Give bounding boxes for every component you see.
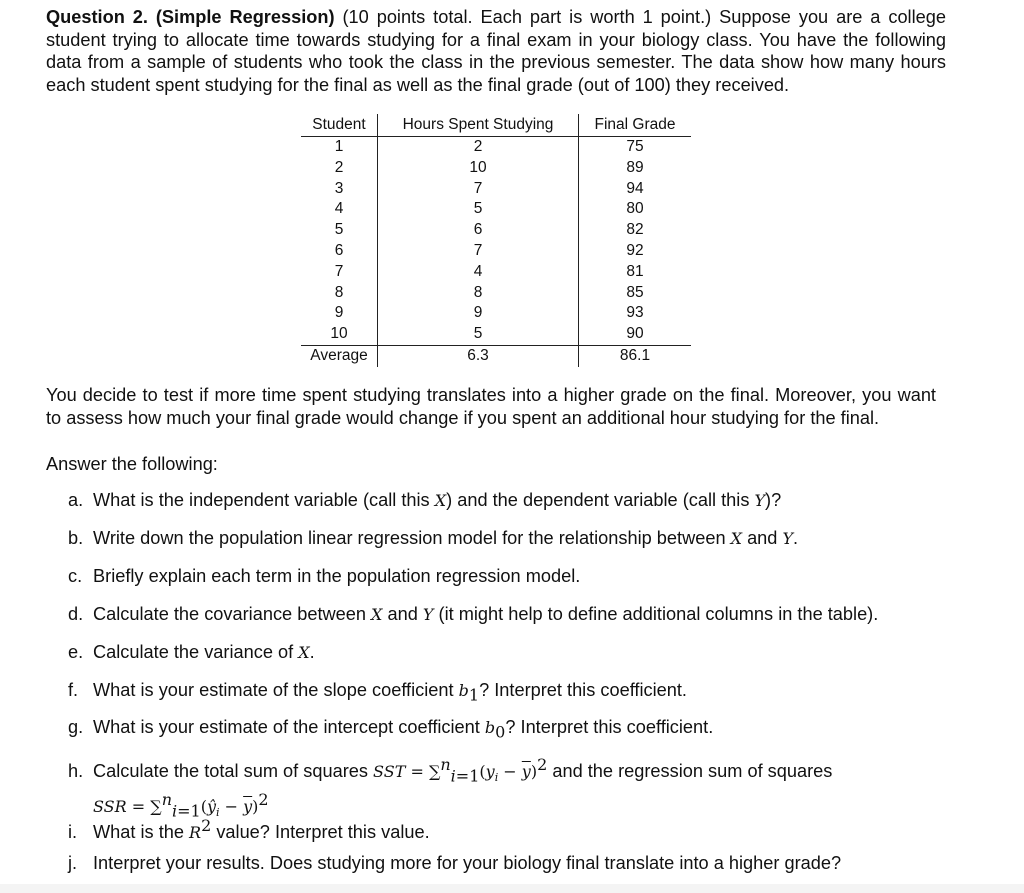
- math-y: Y: [422, 605, 434, 624]
- part-letter: b.: [68, 528, 84, 548]
- part-g: [68, 716, 713, 744]
- part-i: [68, 815, 430, 844]
- part-letter: d.: [68, 604, 84, 624]
- cell-hours: 10: [378, 158, 579, 179]
- question-intro: [46, 6, 946, 96]
- part-text: What is the independent variable (call this: [93, 490, 435, 510]
- ssr-formula: SSR = $\sum^n_{i=1}(ŷ_i - \overline{y})^2$: [93, 790, 269, 821]
- page-bottom-edge: [0, 884, 1024, 893]
- part-f: [68, 679, 687, 707]
- cell-hours: 5: [378, 324, 579, 345]
- cell-hours: 2: [378, 137, 579, 158]
- table-row: [301, 199, 691, 220]
- table-row: [301, 262, 691, 283]
- part-h: [68, 754, 832, 825]
- cell-student: 6: [301, 241, 378, 262]
- part-text: and the regression sum of squares: [547, 761, 833, 782]
- cell-student: 3: [301, 179, 378, 200]
- part-b: [68, 527, 798, 550]
- cell-grade: 75: [626, 138, 644, 155]
- cell-student: 7: [301, 262, 378, 283]
- part-letter: f.: [68, 680, 79, 700]
- math-x: X: [434, 491, 447, 510]
- cell-student: 9: [301, 303, 378, 324]
- part-text: Briefly explain each term in the population regression model.: [93, 566, 581, 586]
- part-text: Calculate the total sum of squares: [93, 761, 374, 782]
- table-row: [301, 179, 691, 200]
- math-r: R: [189, 823, 202, 843]
- table-row: [301, 324, 691, 345]
- data-table: [301, 114, 691, 367]
- part-text: Calculate the covariance between: [93, 604, 372, 624]
- cell-average-hours: 6.3: [378, 345, 579, 366]
- math-y: Y: [782, 529, 794, 548]
- part-text: Write down the population linear regression model for the relationship between: [93, 528, 731, 548]
- table-average-row: [301, 345, 691, 366]
- part-text: ? Interpret this coefficient.: [479, 680, 687, 700]
- part-e: [68, 641, 315, 664]
- part-c: [68, 565, 580, 587]
- part-text: .: [309, 642, 315, 662]
- cell-average-grade: 86.1: [579, 345, 692, 366]
- cell-student: 8: [301, 283, 378, 304]
- cell-grade: 94: [626, 179, 644, 197]
- part-text: (it might help to define additional columns in the table).: [433, 604, 879, 624]
- part-j: [68, 852, 841, 874]
- table-row: [301, 137, 691, 158]
- cell-average-label: Average: [301, 345, 378, 366]
- part-letter: h.: [68, 761, 84, 782]
- cell-student: 4: [301, 199, 378, 220]
- part-text: and: [382, 604, 423, 624]
- cell-hours: 7: [378, 179, 579, 200]
- math-x: X: [730, 529, 743, 548]
- part-letter: c.: [68, 566, 83, 586]
- part-text: What is your estimate of the slope coefficient: [93, 680, 459, 700]
- part-text: ? Interpret this coefficient.: [505, 717, 714, 737]
- part-text: Interpret your results. Does studying more for your biology final translate into a higher grade?: [93, 853, 842, 873]
- cell-student: 10: [301, 324, 378, 345]
- part-text: What is the: [93, 822, 190, 843]
- part-letter: e.: [68, 642, 84, 662]
- cell-hours: 4: [378, 262, 579, 283]
- context-paragraph: You decide to test if more time spent studying translates into a higher grade on the final. Moreover, you want to assess how much your final grade would change if you spent an additional hour studying for the final.: [46, 385, 936, 428]
- math-x: X: [371, 605, 383, 624]
- question-title: Question 2. (Simple Regression): [46, 7, 335, 27]
- part-text: What is your estimate of the intercept coefficient: [93, 717, 485, 737]
- part-text: Calculate the variance of: [93, 642, 299, 662]
- header-grade: Final Grade: [579, 114, 692, 137]
- part-letter: g.: [68, 717, 84, 737]
- cell-hours: 6: [378, 220, 579, 241]
- header-student: Student: [301, 114, 378, 137]
- table-row: [301, 303, 691, 324]
- cell-grade: 92: [626, 241, 644, 259]
- part-a: [68, 489, 781, 512]
- cell-grade: 93: [626, 304, 644, 322]
- math-b: b: [458, 681, 469, 700]
- cell-grade: 85: [626, 283, 644, 301]
- part-text: .: [793, 528, 799, 548]
- part-text: value? Interpret this value.: [211, 822, 430, 843]
- answer-label: Answer the following:: [46, 454, 218, 474]
- math-b: b: [484, 718, 496, 737]
- table-header-row: [301, 114, 691, 137]
- part-letter: i.: [68, 822, 78, 843]
- question-intro-text: (10 points total. Each part is worth 1 point.) Suppose you are a college student trying to allocate time towards studying for a final exam in your biology class. You have the following data from a sample of students who took the class in the previous semester. The data show how many hours each student spent studying for the final as well as the final grade (out of 100) they received.: [46, 7, 946, 95]
- cell-student: 2: [301, 158, 378, 179]
- part-letter: j.: [68, 853, 78, 873]
- cell-hours: 8: [378, 283, 579, 304]
- table-row: [301, 220, 691, 241]
- table-row: [301, 241, 691, 262]
- sst-formula: SST = $\sum^n_{i=1}(y_i - \overline{y})^2$: [373, 755, 548, 786]
- math-superscript: 2: [201, 816, 212, 835]
- cell-hours: 9: [378, 303, 579, 324]
- cell-student: 5: [301, 220, 378, 241]
- part-text: and: [742, 528, 783, 548]
- part-text: )?: [765, 490, 782, 510]
- header-hours: Hours Spent Studying: [378, 114, 579, 137]
- part-letter: a.: [68, 490, 84, 510]
- cell-hours: 5: [378, 199, 579, 220]
- cell-grade: 89: [626, 158, 644, 176]
- math-subscript: 1: [468, 685, 480, 705]
- cell-student: 1: [301, 137, 378, 158]
- part-text: ) and the dependent variable (call this: [446, 490, 755, 510]
- cell-grade: 90: [626, 325, 644, 343]
- cell-hours: 7: [378, 241, 579, 262]
- cell-grade: 82: [626, 221, 644, 239]
- math-subscript: 0: [495, 722, 506, 742]
- cell-grade: 80: [626, 200, 644, 218]
- part-d: [68, 603, 878, 626]
- table-row: [301, 158, 691, 179]
- math-y: Y: [754, 491, 766, 510]
- math-x: X: [298, 643, 310, 662]
- table-row: [301, 283, 691, 304]
- cell-grade: 81: [626, 262, 644, 280]
